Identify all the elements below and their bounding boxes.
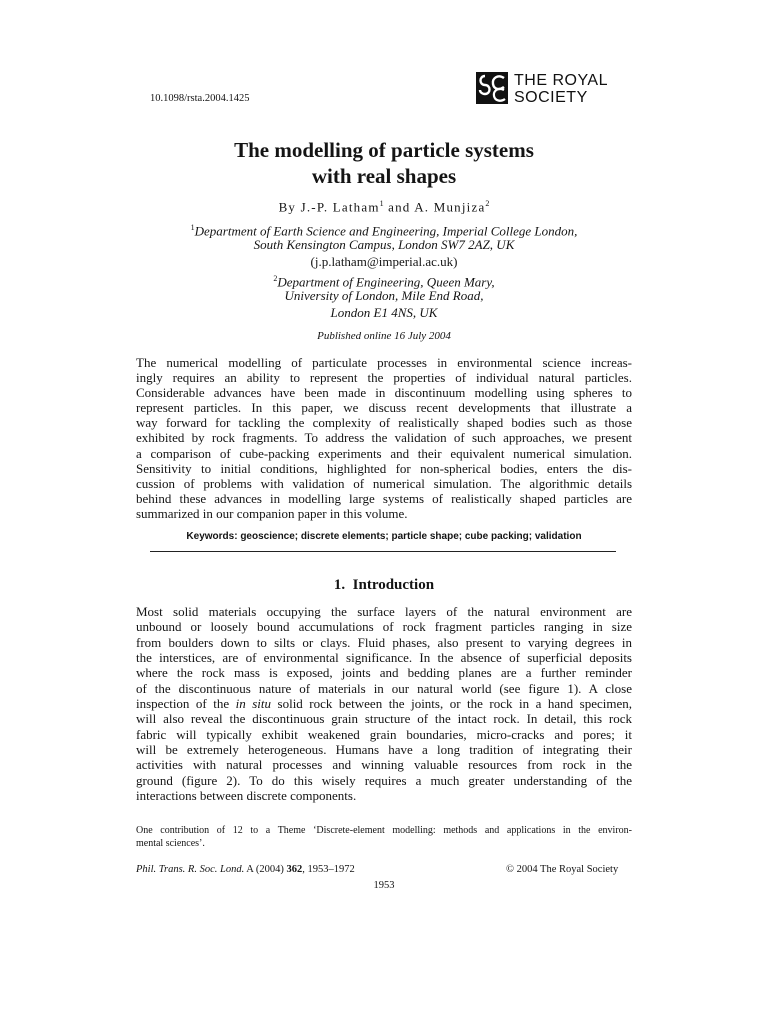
publication-date: Published online 16 July 2004 (317, 330, 451, 342)
section-heading (136, 577, 632, 594)
footnote-line: One contribution of 12 to a Theme ‘Discrete-element modelling: methods and applications in the environ- (136, 825, 632, 836)
footnote (136, 824, 632, 850)
author-affil-marker: 2 (485, 199, 490, 208)
body-line: of the discontinuous nature of materials in our natural world (see figure 1). A close (136, 680, 632, 696)
italic-term: in situ (235, 696, 272, 712)
author-name: J.-P. Latham (300, 199, 380, 215)
body-line: ground (figure 2). To do this wisely requires a much greater understanding of the (136, 772, 632, 788)
royal-society-emblem-icon (476, 72, 508, 104)
affiliation-line: London E1 4NS, UK (330, 305, 438, 320)
affiliation-line: University of London, Mile End Road, (284, 288, 484, 303)
doi: 10.1098/rsta.2004.1425 (150, 93, 250, 104)
body-line: inspection of the in situ solid rock between the joints, or the rock in a hand specimen, (136, 696, 632, 712)
author-affil-marker: 1 (379, 199, 384, 208)
copyright: © 2004 The Royal Society (506, 864, 619, 875)
journal-series: A (2004) (246, 864, 284, 875)
abstract-line: a comparison of cube-packing experiments and their equivalent numerical simulation. (136, 445, 632, 461)
body-line: activities with natural processes and winning valuable resources from rock in the (136, 757, 632, 773)
section-title: Introduction (352, 577, 435, 593)
abstract-line: way forward for tackling the complexity of realistically shaped bodies such as those (136, 415, 632, 431)
and-label: and (388, 199, 411, 215)
affiliations (130, 219, 638, 321)
abstract-line: Considerable advances have been made in discontinuum modelling using spheres to (136, 385, 632, 401)
body-line: from boulders down to silts or clays. Fluid phases, also present to varying degrees in (136, 634, 632, 650)
body-line: unbound or loosely bound accumulations of rock fragment particles ranging in size (136, 619, 632, 635)
abstract (136, 355, 632, 521)
body-line: the interstices, are of environmental significance. In the absence of superficial deposits (136, 650, 632, 666)
body-line: fabric will typically exhibit weakened grain boundaries, micro-cracks and pores; it (136, 726, 632, 742)
keywords: Keywords: geoscience; discrete elements; particle shape; cube packing; validation (186, 531, 582, 542)
title-line2: with real shapes (311, 164, 457, 188)
abstract-line: summarized in our companion paper in this volume. (136, 505, 408, 521)
abstract-line: The numerical modelling of particulate processes in environmental science increas- (136, 355, 632, 370)
journal-volume: 362 (286, 864, 303, 875)
affiliation-line: South Kensington Campus, London SW7 2AZ, UK (253, 237, 515, 252)
publisher-name-line2: SOCIETY (514, 89, 588, 106)
by-label: By (278, 199, 297, 215)
abstract-line: Sensitivity to initial conditions, highlighted for non-spherical bodies, enters the dis- (136, 460, 632, 476)
body-line: will be extremely heterogeneous. Humans have a long tradition of integrating their (136, 742, 632, 758)
journal-pages: , 1953–1972 (302, 864, 355, 875)
divider (150, 551, 616, 552)
journal-name: Phil. Trans. R. Soc. Lond. (136, 864, 245, 875)
title-line1: The modelling of particle systems (234, 138, 534, 162)
royal-society-logo (476, 72, 626, 108)
body-line: will also reveal the discontinuous grain structure of the intact rock. In detail, this rock (136, 711, 632, 727)
abstract-line: cussion of problems with validation of numerical simulation. The algorithmic details (136, 475, 632, 491)
abstract-line: ingly requires an ability to represent the properties of individual natural particles. (136, 370, 632, 386)
intro-paragraph (136, 604, 632, 803)
body-line: where the rock mass is exposed, joints and bedding planes are a further reminder (136, 665, 632, 681)
journal-citation (136, 864, 355, 875)
author-email: (j.p.latham@imperial.ac.uk) (310, 254, 458, 269)
abstract-line: exhibited by rock fragments. To address the validation of such approaches, we present (136, 430, 632, 446)
footnote-line: mental sciences’. (136, 838, 205, 849)
abstract-line: behind these advances in modelling large systems of realistically shaped particles are (136, 490, 632, 506)
page-number: 1953 (373, 880, 395, 891)
author-name: A. Munjiza (414, 199, 486, 215)
abstract-line: represent particles. In this paper, we discuss recent developments that illustrate a (136, 400, 632, 416)
section-number: 1. (333, 577, 346, 593)
paper-title (130, 137, 638, 189)
body-line: Most solid materials occupying the surface layers of the natural environment are (136, 604, 632, 619)
publisher-name-line1: THE ROYAL (514, 72, 608, 89)
affiliation-line: Department of Engineering, Queen Mary, (277, 274, 495, 290)
author-line (130, 199, 638, 215)
body-line: interactions between discrete components. (136, 788, 357, 804)
affiliation-line: Department of Earth Science and Engineering, Imperial College London, (194, 223, 578, 239)
affil-marker: 1 (190, 223, 195, 232)
affil-marker: 2 (273, 274, 278, 283)
